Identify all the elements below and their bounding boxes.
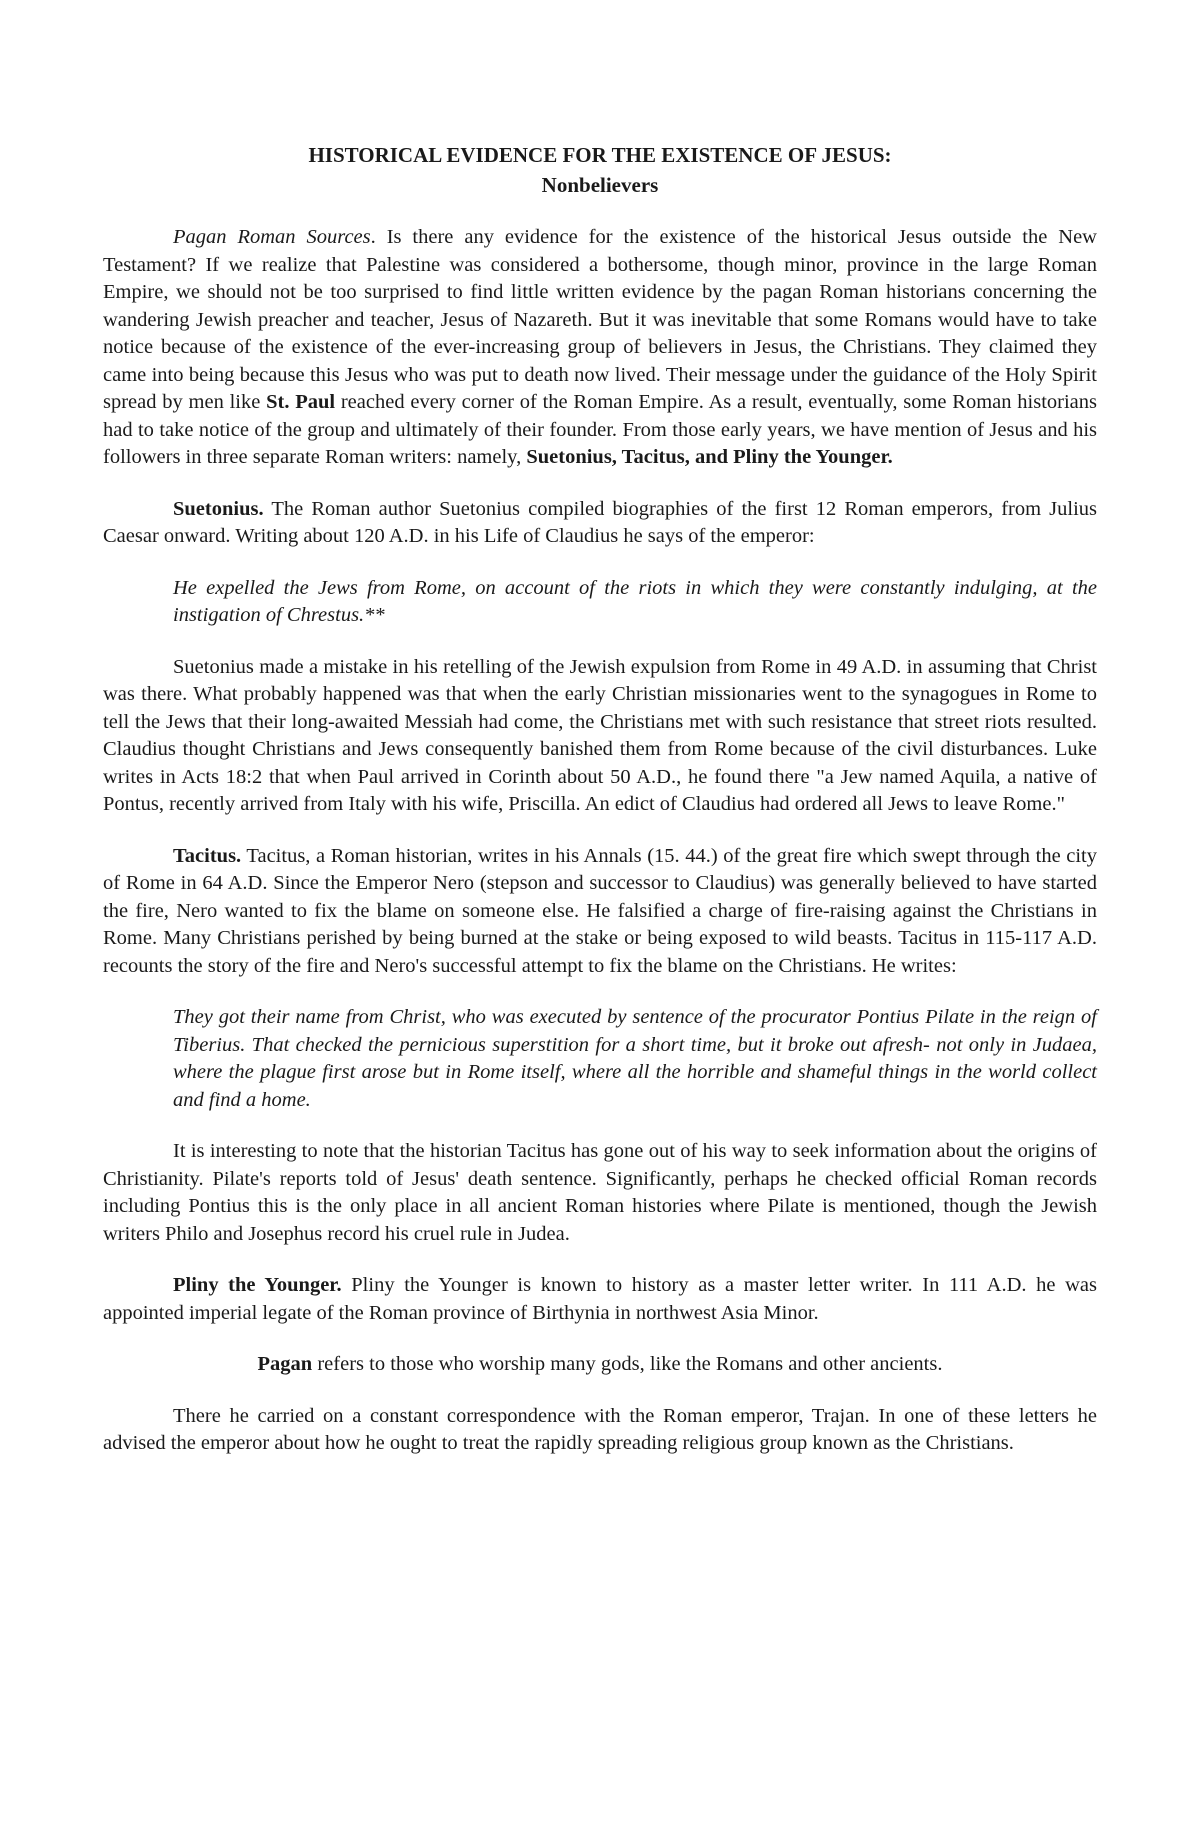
bold-roman-writers: Suetonius, Tacitus, and Pliny the Younger. <box>526 446 893 468</box>
section-heading-suetonius: Suetonius. <box>173 497 264 520</box>
section-heading-tacitus: Tacitus. <box>173 844 242 867</box>
paragraph-text: . Is there any evidence for the existence of the historical Jesus outside the New Testament? If we realize that Palestine was considered a bothersome, though minor, province in the large Roman Empire, we should not be too surprised to find little written evidence by the pagan Roman historians concerning the wandering Jewish preacher and teacher, Jesus of Nazareth. But it was inevitable that some Romans would have to take notice because of the existence of the ever-increasing group of believers in Jesus, the Christians. They claimed they came into being because this Jesus who was put to death now lived. Their message under the guidance of the Holy Spirit spread by men like <box>103 226 1097 413</box>
paragraph-pagan-roman-sources <box>103 224 1097 472</box>
title-line-2: Nonbelievers <box>541 173 659 197</box>
title-line-1: HISTORICAL EVIDENCE FOR THE EXISTENCE OF JESUS: <box>308 143 892 167</box>
note-pagan-definition <box>103 1351 1097 1379</box>
document-title <box>103 140 1097 200</box>
paragraph-tacitus-interest: It is interesting to note that the historian Tacitus has gone out of his way to seek information about the origins of Christianity. Pilate's reports told of Jesus' death sentence. Significantly, perhaps he checked official Roman records including Pontius this is the only place in all ancient Roman histories where Pilate is mentioned, though the Jewish writers Philo and Josephus record his cruel rule in Judea. <box>103 1140 1097 1245</box>
paragraph-text: reached every corner of the Roman Empire. As a result, eventually, some Roman historians had to take notice of the group and ultimately of their founder. From those early years, we have mention of Jesus and his followers in three separate Roman writers: namely, <box>103 391 1097 468</box>
paragraph-pliny <box>103 1272 1097 1327</box>
bold-st-paul: St. Paul <box>266 391 336 413</box>
note-term-pagan: Pagan <box>257 1353 313 1375</box>
quote-suetonius: He expelled the Jews from Rome, on account of the riots in which they were constantly indulging, at the instigation of Chrestus.** <box>173 576 1097 626</box>
paragraph-tacitus <box>103 843 1097 981</box>
section-heading-pagan-roman-sources: Pagan Roman Sources <box>173 226 371 248</box>
section-heading-pliny: Pliny the Younger. <box>173 1274 342 1296</box>
paragraph-text: The Roman author Suetonius compiled biographies of the first 12 Roman emperors, from Julius Caesar onward. Writing about 120 A.D. in his Life of Claudius he says of the emperor: <box>103 497 1097 547</box>
note-text: refers to those who worship many gods, like the Romans and other ancients. <box>312 1353 943 1375</box>
paragraph-trajan-correspondence: There he carried on a constant correspondence with the Roman emperor, Trajan. In one of these letters he advised the emperor about how he ought to treat the rapidly spreading religious group known as the Christians. <box>103 1404 1097 1454</box>
quote-tacitus: They got their name from Christ, who was executed by sentence of the procurator Pontius Pilate in the reign of Tiberius. That checked the pernicious superstition for a short time, but it broke out afresh- not only in Judaea, where the plague first arose but in Rome itself, where all the horrible and shameful things in the world collect and find a home. <box>173 1006 1097 1111</box>
paragraph-suetonius-mistake: Suetonius made a mistake in his retelling of the Jewish expulsion from Rome in 49 A.D. in assuming that Christ was there. What probably happened was that when the early Christian missionaries went to the synagogues in Rome to tell the Jews that their long-awaited Messiah had come, the Christians met with such resistance that street riots resulted. Claudius thought Christians and Jews consequently banished them from Rome because of the civil disturbances. Luke writes in Acts 18:2 that when Paul arrived in Corinth about 50 A.D., he found there "a Jew named Aquila, a native of Pontus, recently arrived from Italy with his wife, Priscilla. An edict of Claudius had ordered all Jews to leave Rome." <box>103 655 1097 815</box>
paragraph-text: Tacitus, a Roman historian, writes in his Annals (15. 44.) of the great fire which swept through the city of Rome in 64 A.D. Since the Emperor Nero (stepson and successor to Claudius) was generally believed to have started the fire, Nero wanted to fix the blame on someone else. He falsified a charge of fire-raising against the Christians in Rome. Many Christians perished by being burned at the stake or being exposed to wild beasts. Tacitus in 115-117 A.D. recounts the story of the fire and Nero's successful attempt to fix the blame on the Christians. He writes: <box>103 844 1097 977</box>
paragraph-text: Pliny the Younger is known to history as a master letter writer. In 111 A.D. he was appointed imperial legate of the Roman province of Birthynia in northwest Asia Minor. <box>103 1274 1097 1324</box>
paragraph-suetonius <box>103 496 1097 551</box>
